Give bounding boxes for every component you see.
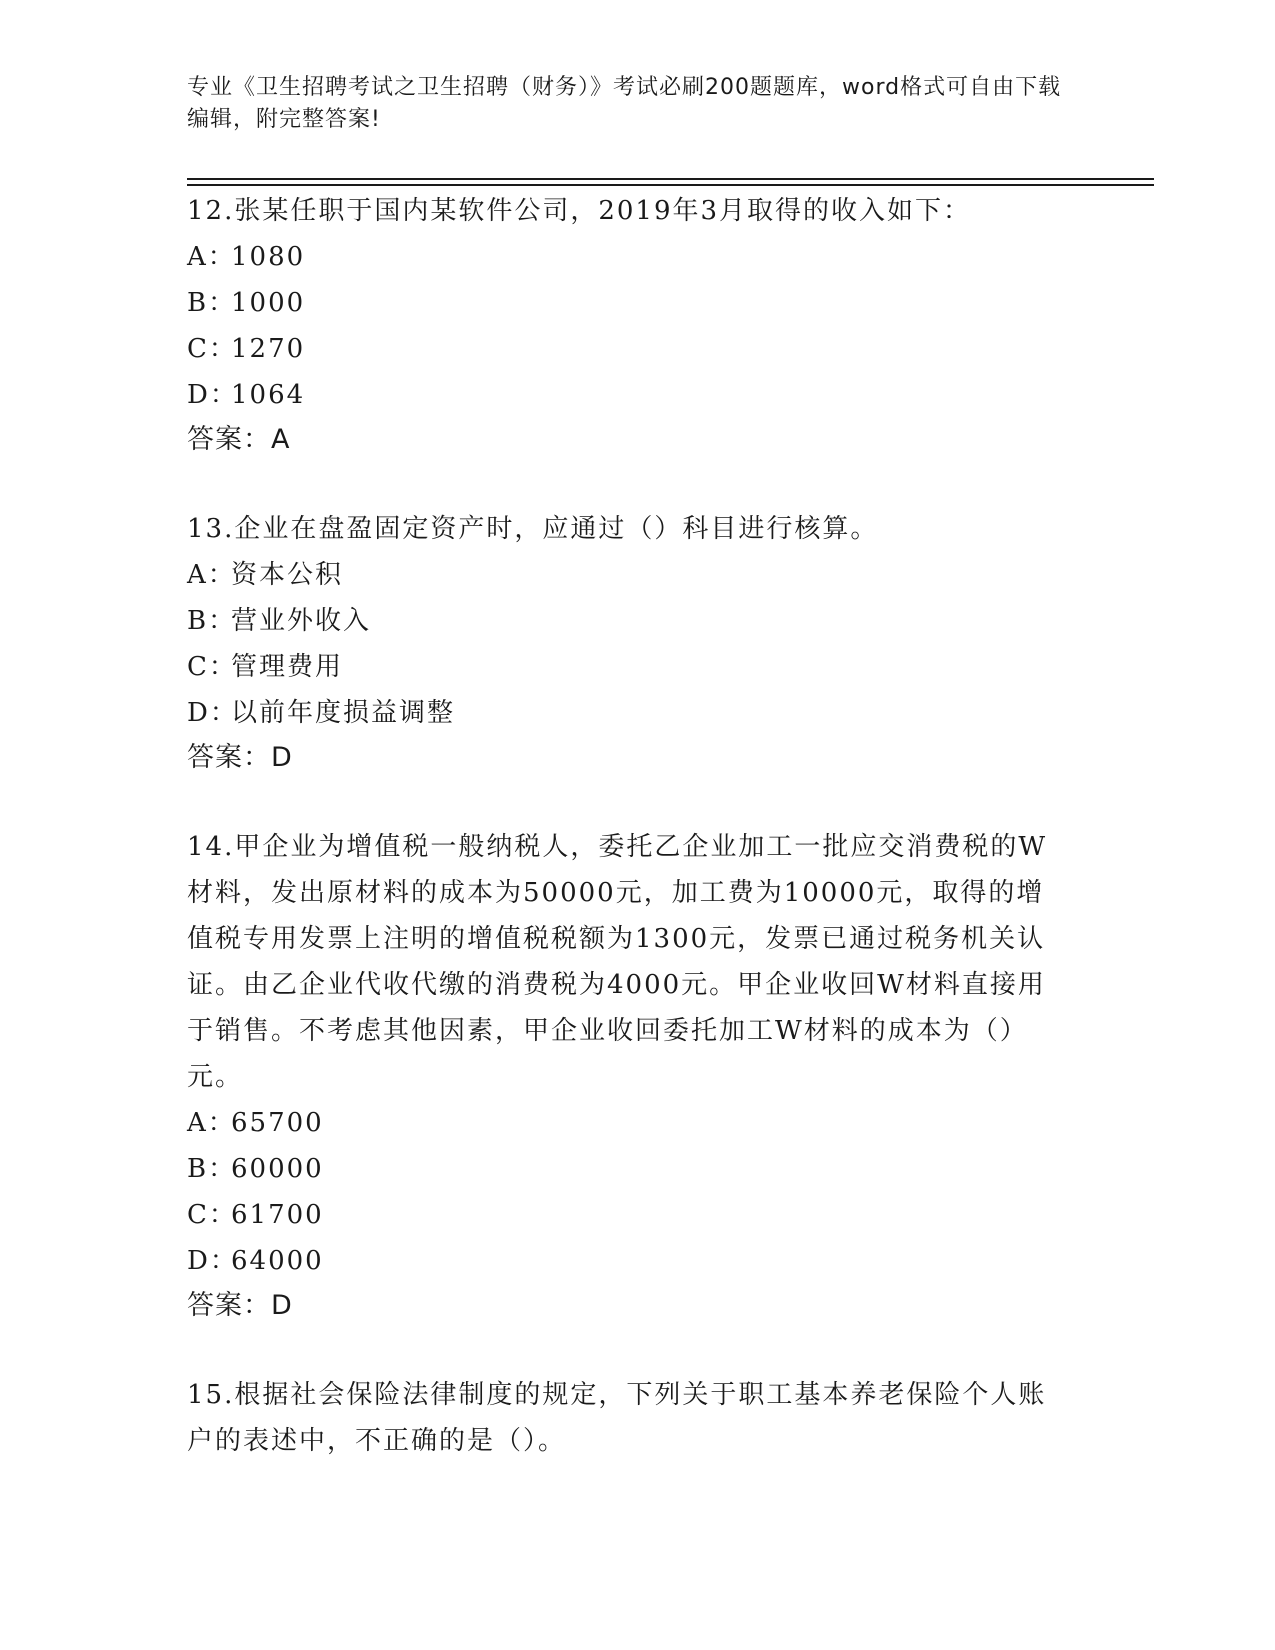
option-b (187, 1146, 1087, 1192)
option-b (187, 598, 1087, 644)
question-stem: 12.张某任职于国内某软件公司，2019年3月取得的收入如下： (187, 196, 972, 226)
option-text: 64000 (231, 1246, 324, 1276)
option-text: 以前年度损益调整 (231, 698, 456, 728)
option-key: A： (187, 560, 236, 590)
option-key: C： (187, 652, 237, 682)
option-text: 资本公积 (231, 560, 344, 590)
option-key: B： (187, 288, 237, 318)
option-text: 营业外收入 (231, 606, 372, 636)
answer-line: 答案：D (187, 742, 293, 773)
option-key: A： (187, 242, 236, 272)
question-14 (187, 824, 1087, 1328)
option-key: B： (187, 1154, 237, 1184)
option-key: C： (187, 334, 237, 364)
header-divider (187, 178, 1154, 180)
option-text: 65700 (231, 1108, 324, 1138)
option-key: A： (187, 1108, 236, 1138)
option-d (187, 1238, 1087, 1284)
option-text: 61700 (231, 1200, 324, 1230)
option-key: C： (187, 1200, 237, 1230)
option-text: 1270 (231, 334, 306, 364)
header-divider-double (187, 184, 1154, 186)
question-15 (187, 1372, 1087, 1464)
option-text: 1000 (231, 288, 306, 318)
option-b (187, 280, 1087, 326)
option-key: D： (187, 380, 238, 410)
question-stem: 14.甲企业为增值税一般纳税人，委托乙企业加工一批应交消费税的W材料，发出原材料的成本为50000元，加工费为10000元，取得的增值税专用发票上注明的增值税税额为1300元，发票已通过税务机关认证。由乙企业代收代缴的消费税为4000元。甲企业收回W材料直接用于销售。不考虑其他因素，甲企业收回委托加工W材料的成本为（）元。 (187, 832, 1048, 1092)
question-13 (187, 506, 1087, 780)
option-d (187, 690, 1087, 736)
option-c (187, 644, 1087, 690)
option-text: 1064 (231, 380, 306, 410)
question-list (187, 188, 1087, 1464)
option-key: B： (187, 606, 237, 636)
option-text: 管理费用 (231, 652, 344, 682)
question-stem: 15.根据社会保险法律制度的规定，下列关于职工基本养老保险个人账户的表述中，不正确的是（）。 (187, 1380, 1047, 1456)
question-12 (187, 188, 1087, 462)
option-a (187, 1100, 1087, 1146)
option-key: D： (187, 1246, 238, 1276)
answer-line: 答案：D (187, 1290, 293, 1321)
option-a (187, 552, 1087, 598)
question-stem: 13.企业在盘盈固定资产时，应通过（）科目进行核算。 (187, 514, 879, 544)
answer-line: 答案：A (187, 424, 291, 455)
option-a (187, 234, 1087, 280)
option-d (187, 372, 1087, 418)
option-text: 60000 (231, 1154, 324, 1184)
option-c (187, 1192, 1087, 1238)
document-header: 专业《卫生招聘考试之卫生招聘（财务）》考试必刷200题题库，word格式可自由下载编辑，附完整答案! (187, 75, 1062, 132)
option-key: D： (187, 698, 238, 728)
option-text: 1080 (231, 242, 306, 272)
option-c (187, 326, 1087, 372)
